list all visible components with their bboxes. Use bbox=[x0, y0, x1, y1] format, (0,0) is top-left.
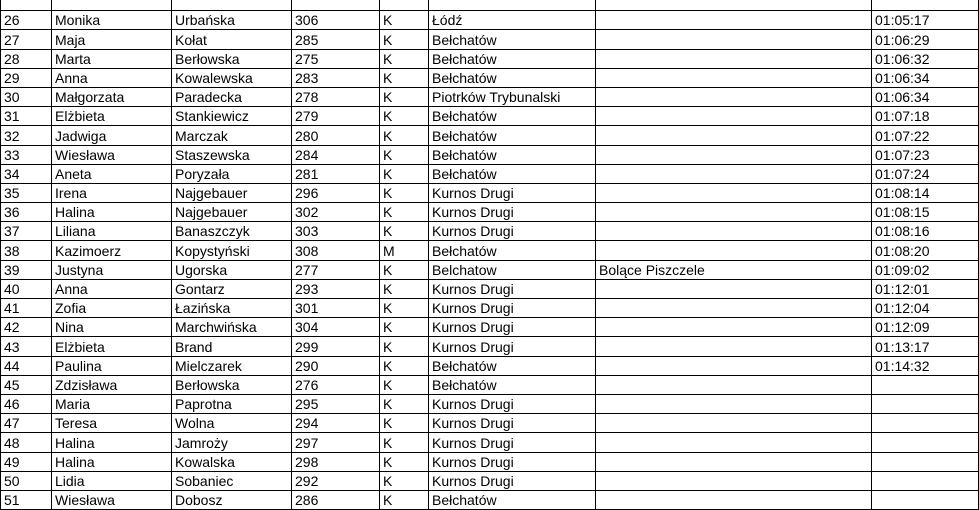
table-row bbox=[1, 0, 979, 11]
cell-city[interactable]: Kurnos Drugi bbox=[429, 337, 596, 356]
cell-city[interactable] bbox=[429, 0, 596, 11]
cell-sex[interactable]: K bbox=[380, 471, 429, 490]
cell-city[interactable]: Bełchatów bbox=[429, 375, 596, 394]
cell-city[interactable]: Kurnos Drugi bbox=[429, 318, 596, 337]
cell-bib-number[interactable]: 306 bbox=[292, 11, 380, 30]
cell-last-name[interactable]: Kowalewska bbox=[172, 68, 292, 87]
cell-place[interactable]: 40 bbox=[1, 279, 52, 298]
cell-club[interactable] bbox=[596, 318, 872, 337]
cell-last-name[interactable]: Najgebauer bbox=[172, 203, 292, 222]
cell-city[interactable]: Kurnos Drugi bbox=[429, 414, 596, 433]
cell-bib-number[interactable]: 276 bbox=[292, 375, 380, 394]
cell-first-name[interactable]: Anna bbox=[52, 68, 172, 87]
cell-time[interactable] bbox=[872, 490, 979, 509]
cell-bib-number[interactable]: 293 bbox=[292, 279, 380, 298]
cell-place[interactable]: 30 bbox=[1, 87, 52, 106]
cell-place[interactable]: 35 bbox=[1, 183, 52, 202]
cell-sex[interactable]: K bbox=[380, 356, 429, 375]
cell-club[interactable] bbox=[596, 394, 872, 413]
cell-sex[interactable]: K bbox=[380, 299, 429, 318]
cell-club[interactable] bbox=[596, 0, 872, 11]
table-row bbox=[1, 107, 979, 126]
table-row bbox=[1, 183, 979, 202]
cell-first-name[interactable]: Nina bbox=[52, 318, 172, 337]
cell-time[interactable]: 01:07:23 bbox=[872, 145, 979, 164]
cell-place[interactable]: 44 bbox=[1, 356, 52, 375]
cell-city[interactable]: Kurnos Drugi bbox=[429, 222, 596, 241]
cell-club[interactable] bbox=[596, 471, 872, 490]
cell-club[interactable] bbox=[596, 11, 872, 30]
cell-bib-number[interactable]: 301 bbox=[292, 299, 380, 318]
cell-place[interactable]: 50 bbox=[1, 471, 52, 490]
cell-sex[interactable]: K bbox=[380, 260, 429, 279]
cell-bib-number[interactable]: 299 bbox=[292, 337, 380, 356]
cell-last-name[interactable]: Kowalska bbox=[172, 452, 292, 471]
cell-first-name[interactable]: Marta bbox=[52, 49, 172, 68]
cell-bib-number[interactable]: 295 bbox=[292, 394, 380, 413]
cell-sex[interactable]: K bbox=[380, 318, 429, 337]
table-row bbox=[1, 203, 979, 222]
cell-club[interactable] bbox=[596, 30, 872, 49]
cell-sex[interactable]: K bbox=[380, 337, 429, 356]
cell-time[interactable]: 01:08:16 bbox=[872, 222, 979, 241]
cell-place[interactable]: 39 bbox=[1, 260, 52, 279]
cell-last-name[interactable]: Mielczarek bbox=[172, 356, 292, 375]
cell-place[interactable] bbox=[1, 0, 52, 11]
cell-bib-number[interactable]: 298 bbox=[292, 452, 380, 471]
table-row bbox=[1, 241, 979, 260]
cell-bib-number[interactable]: 302 bbox=[292, 203, 380, 222]
cell-last-name[interactable]: Banaszczyk bbox=[172, 222, 292, 241]
cell-place[interactable]: 28 bbox=[1, 49, 52, 68]
cell-time[interactable]: 01:06:34 bbox=[872, 68, 979, 87]
cell-club[interactable] bbox=[596, 452, 872, 471]
cell-bib-number[interactable]: 278 bbox=[292, 87, 380, 106]
cell-club[interactable] bbox=[596, 414, 872, 433]
cell-first-name[interactable]: Elżbieta bbox=[52, 337, 172, 356]
cell-city[interactable]: Bełchatów bbox=[429, 30, 596, 49]
cell-city[interactable]: Kurnos Drugi bbox=[429, 433, 596, 452]
table-row bbox=[1, 375, 979, 394]
cell-place[interactable]: 41 bbox=[1, 299, 52, 318]
cell-city[interactable]: Bełchatów bbox=[429, 356, 596, 375]
cell-sex[interactable]: K bbox=[380, 183, 429, 202]
cell-sex[interactable]: K bbox=[380, 375, 429, 394]
cell-sex[interactable]: K bbox=[380, 30, 429, 49]
cell-last-name[interactable]: Sobaniec bbox=[172, 471, 292, 490]
cell-place[interactable]: 32 bbox=[1, 126, 52, 145]
cell-bib-number[interactable]: 280 bbox=[292, 126, 380, 145]
cell-city[interactable]: Kurnos Drugi bbox=[429, 183, 596, 202]
cell-sex[interactable]: K bbox=[380, 222, 429, 241]
cell-time[interactable] bbox=[872, 0, 979, 11]
cell-first-name[interactable]: Teresa bbox=[52, 414, 172, 433]
cell-sex[interactable]: K bbox=[380, 107, 429, 126]
cell-last-name[interactable]: Urbańska bbox=[172, 11, 292, 30]
table-row bbox=[1, 452, 979, 471]
cell-place[interactable]: 47 bbox=[1, 414, 52, 433]
cell-time[interactable]: 01:05:17 bbox=[872, 11, 979, 30]
cell-place[interactable]: 48 bbox=[1, 433, 52, 452]
cell-first-name[interactable]: Małgorzata bbox=[52, 87, 172, 106]
results-table-body bbox=[1, 0, 979, 510]
cell-time[interactable]: 01:12:01 bbox=[872, 279, 979, 298]
cell-last-name[interactable]: Marchwińska bbox=[172, 318, 292, 337]
cell-club[interactable] bbox=[596, 490, 872, 509]
table-row bbox=[1, 414, 979, 433]
cell-time[interactable]: 01:08:20 bbox=[872, 241, 979, 260]
cell-sex[interactable]: K bbox=[380, 68, 429, 87]
cell-first-name[interactable]: Paulina bbox=[52, 356, 172, 375]
cell-city[interactable]: Kurnos Drugi bbox=[429, 203, 596, 222]
table-row bbox=[1, 49, 979, 68]
cell-club[interactable] bbox=[596, 68, 872, 87]
cell-place[interactable]: 42 bbox=[1, 318, 52, 337]
cell-place[interactable]: 45 bbox=[1, 375, 52, 394]
cell-last-name[interactable]: Gontarz bbox=[172, 279, 292, 298]
cell-time[interactable] bbox=[872, 414, 979, 433]
cell-bib-number[interactable] bbox=[292, 0, 380, 11]
cell-bib-number[interactable]: 303 bbox=[292, 222, 380, 241]
cell-club[interactable] bbox=[596, 203, 872, 222]
cell-last-name[interactable]: Jamroży bbox=[172, 433, 292, 452]
cell-time[interactable]: 01:06:34 bbox=[872, 87, 979, 106]
cell-first-name[interactable]: Halina bbox=[52, 433, 172, 452]
cell-last-name[interactable]: Dobosz bbox=[172, 490, 292, 509]
cell-sex[interactable] bbox=[380, 0, 429, 11]
cell-first-name[interactable]: Liliana bbox=[52, 222, 172, 241]
cell-city[interactable]: Bełchatów bbox=[429, 49, 596, 68]
cell-first-name[interactable]: Kazimoerz bbox=[52, 241, 172, 260]
cell-city[interactable]: Kurnos Drugi bbox=[429, 471, 596, 490]
cell-time[interactable] bbox=[872, 375, 979, 394]
cell-bib-number[interactable]: 297 bbox=[292, 433, 380, 452]
cell-bib-number[interactable]: 304 bbox=[292, 318, 380, 337]
cell-first-name[interactable]: Maria bbox=[52, 394, 172, 413]
cell-club[interactable]: Bolące Piszczele bbox=[596, 260, 872, 279]
cell-city[interactable]: Bełchatów bbox=[429, 164, 596, 183]
cell-time[interactable]: 01:06:29 bbox=[872, 30, 979, 49]
cell-last-name[interactable]: Poryzała bbox=[172, 164, 292, 183]
cell-bib-number[interactable]: 284 bbox=[292, 145, 380, 164]
cell-time[interactable] bbox=[872, 452, 979, 471]
cell-first-name[interactable]: Zdzisława bbox=[52, 375, 172, 394]
cell-bib-number[interactable]: 277 bbox=[292, 260, 380, 279]
cell-city[interactable]: Bełchatów bbox=[429, 145, 596, 164]
cell-first-name[interactable]: Lidia bbox=[52, 471, 172, 490]
cell-bib-number[interactable]: 286 bbox=[292, 490, 380, 509]
cell-bib-number[interactable]: 308 bbox=[292, 241, 380, 260]
cell-last-name[interactable]: Berłowska bbox=[172, 375, 292, 394]
cell-first-name[interactable]: Wiesława bbox=[52, 145, 172, 164]
cell-sex[interactable]: K bbox=[380, 452, 429, 471]
table-row bbox=[1, 299, 979, 318]
cell-time[interactable]: 01:13:17 bbox=[872, 337, 979, 356]
cell-time[interactable] bbox=[872, 433, 979, 452]
cell-club[interactable] bbox=[596, 337, 872, 356]
table-row bbox=[1, 222, 979, 241]
cell-club[interactable] bbox=[596, 356, 872, 375]
cell-time[interactable]: 01:06:32 bbox=[872, 49, 979, 68]
cell-city[interactable]: Kurnos Drugi bbox=[429, 394, 596, 413]
cell-sex[interactable]: K bbox=[380, 49, 429, 68]
cell-city[interactable]: Bełchatów bbox=[429, 107, 596, 126]
cell-club[interactable] bbox=[596, 241, 872, 260]
cell-last-name[interactable]: Marczak bbox=[172, 126, 292, 145]
cell-time[interactable] bbox=[872, 471, 979, 490]
cell-sex[interactable]: M bbox=[380, 241, 429, 260]
table-row bbox=[1, 145, 979, 164]
cell-city[interactable]: Piotrków Trybunalski bbox=[429, 87, 596, 106]
cell-club[interactable] bbox=[596, 299, 872, 318]
table-row bbox=[1, 126, 979, 145]
table-row bbox=[1, 490, 979, 509]
table-row bbox=[1, 164, 979, 183]
cell-last-name[interactable]: Kopystyński bbox=[172, 241, 292, 260]
cell-bib-number[interactable]: 294 bbox=[292, 414, 380, 433]
cell-place[interactable]: 36 bbox=[1, 203, 52, 222]
table-row bbox=[1, 471, 979, 490]
cell-place[interactable]: 33 bbox=[1, 145, 52, 164]
cell-sex[interactable]: K bbox=[380, 279, 429, 298]
cell-sex[interactable]: K bbox=[380, 87, 429, 106]
table-row bbox=[1, 260, 979, 279]
cell-sex[interactable]: K bbox=[380, 414, 429, 433]
cell-place[interactable]: 46 bbox=[1, 394, 52, 413]
cell-last-name[interactable]: Paprotna bbox=[172, 394, 292, 413]
cell-sex[interactable]: K bbox=[380, 203, 429, 222]
cell-place[interactable]: 51 bbox=[1, 490, 52, 509]
cell-first-name[interactable]: Aneta bbox=[52, 164, 172, 183]
cell-first-name[interactable]: Justyna bbox=[52, 260, 172, 279]
cell-place[interactable]: 38 bbox=[1, 241, 52, 260]
table-row bbox=[1, 11, 979, 30]
cell-first-name[interactable]: Elżbieta bbox=[52, 107, 172, 126]
table-row bbox=[1, 87, 979, 106]
cell-city[interactable]: Bełchatów bbox=[429, 126, 596, 145]
cell-club[interactable] bbox=[596, 87, 872, 106]
table-row bbox=[1, 318, 979, 337]
cell-club[interactable] bbox=[596, 375, 872, 394]
cell-sex[interactable]: K bbox=[380, 126, 429, 145]
cell-city[interactable]: Łódź bbox=[429, 11, 596, 30]
cell-last-name[interactable]: Paradecka bbox=[172, 87, 292, 106]
cell-last-name[interactable]: Wolna bbox=[172, 414, 292, 433]
cell-last-name[interactable]: Kołat bbox=[172, 30, 292, 49]
table-row bbox=[1, 30, 979, 49]
cell-bib-number[interactable]: 281 bbox=[292, 164, 380, 183]
cell-place[interactable]: 29 bbox=[1, 68, 52, 87]
cell-time[interactable]: 01:12:04 bbox=[872, 299, 979, 318]
cell-club[interactable] bbox=[596, 126, 872, 145]
cell-time[interactable]: 01:07:18 bbox=[872, 107, 979, 126]
cell-last-name[interactable]: Brand bbox=[172, 337, 292, 356]
table-row bbox=[1, 356, 979, 375]
cell-bib-number[interactable]: 292 bbox=[292, 471, 380, 490]
table-row bbox=[1, 394, 979, 413]
cell-time[interactable]: 01:07:24 bbox=[872, 164, 979, 183]
cell-place[interactable]: 43 bbox=[1, 337, 52, 356]
cell-last-name[interactable]: Ugorska bbox=[172, 260, 292, 279]
cell-sex[interactable]: K bbox=[380, 164, 429, 183]
cell-city[interactable]: Bełchatów bbox=[429, 68, 596, 87]
cell-first-name[interactable]: Zofia bbox=[52, 299, 172, 318]
cell-club[interactable] bbox=[596, 49, 872, 68]
table-row bbox=[1, 337, 979, 356]
cell-last-name[interactable]: Stankiewicz bbox=[172, 107, 292, 126]
cell-time[interactable] bbox=[872, 394, 979, 413]
table-row bbox=[1, 279, 979, 298]
cell-club[interactable] bbox=[596, 222, 872, 241]
cell-city[interactable]: Kurnos Drugi bbox=[429, 279, 596, 298]
cell-first-name[interactable]: Halina bbox=[52, 203, 172, 222]
cell-first-name[interactable]: Halina bbox=[52, 452, 172, 471]
cell-bib-number[interactable]: 285 bbox=[292, 30, 380, 49]
cell-city[interactable]: Kurnos Drugi bbox=[429, 299, 596, 318]
cell-club[interactable] bbox=[596, 183, 872, 202]
cell-time[interactable]: 01:14:32 bbox=[872, 356, 979, 375]
cell-city[interactable]: Kurnos Drugi bbox=[429, 452, 596, 471]
cell-sex[interactable]: K bbox=[380, 11, 429, 30]
cell-bib-number[interactable]: 279 bbox=[292, 107, 380, 126]
cell-city[interactable]: Belchatow bbox=[429, 260, 596, 279]
cell-time[interactable]: 01:08:14 bbox=[872, 183, 979, 202]
cell-sex[interactable]: K bbox=[380, 145, 429, 164]
cell-last-name[interactable]: Najgebauer bbox=[172, 183, 292, 202]
cell-bib-number[interactable]: 283 bbox=[292, 68, 380, 87]
cell-city[interactable]: Bełchatów bbox=[429, 241, 596, 260]
cell-sex[interactable]: K bbox=[380, 433, 429, 452]
cell-time[interactable]: 01:12:09 bbox=[872, 318, 979, 337]
cell-bib-number[interactable]: 275 bbox=[292, 49, 380, 68]
cell-first-name[interactable]: Jadwiga bbox=[52, 126, 172, 145]
table-row bbox=[1, 68, 979, 87]
cell-time[interactable]: 01:07:22 bbox=[872, 126, 979, 145]
cell-first-name[interactable]: Irena bbox=[52, 183, 172, 202]
cell-bib-number[interactable]: 290 bbox=[292, 356, 380, 375]
cell-sex[interactable]: K bbox=[380, 490, 429, 509]
cell-city[interactable]: Bełchatów bbox=[429, 490, 596, 509]
cell-last-name[interactable]: Staszewska bbox=[172, 145, 292, 164]
cell-time[interactable]: 01:09:02 bbox=[872, 260, 979, 279]
cell-last-name[interactable]: Łazińska bbox=[172, 299, 292, 318]
cell-first-name[interactable]: Anna bbox=[52, 279, 172, 298]
cell-bib-number[interactable]: 296 bbox=[292, 183, 380, 202]
cell-club[interactable] bbox=[596, 279, 872, 298]
cell-first-name[interactable]: Wiesława bbox=[52, 490, 172, 509]
cell-club[interactable] bbox=[596, 145, 872, 164]
cell-place[interactable]: 34 bbox=[1, 164, 52, 183]
cell-time[interactable]: 01:08:15 bbox=[872, 203, 979, 222]
cell-place[interactable]: 26 bbox=[1, 11, 52, 30]
cell-last-name[interactable] bbox=[172, 0, 292, 11]
cell-first-name[interactable]: Maja bbox=[52, 30, 172, 49]
cell-place[interactable]: 49 bbox=[1, 452, 52, 471]
cell-place[interactable]: 27 bbox=[1, 30, 52, 49]
cell-first-name[interactable] bbox=[52, 0, 172, 11]
cell-club[interactable] bbox=[596, 164, 872, 183]
cell-place[interactable]: 31 bbox=[1, 107, 52, 126]
cell-club[interactable] bbox=[596, 107, 872, 126]
table-row bbox=[1, 433, 979, 452]
cell-last-name[interactable]: Berłowska bbox=[172, 49, 292, 68]
cell-first-name[interactable]: Monika bbox=[52, 11, 172, 30]
cell-sex[interactable]: K bbox=[380, 394, 429, 413]
cell-club[interactable] bbox=[596, 433, 872, 452]
cell-place[interactable]: 37 bbox=[1, 222, 52, 241]
